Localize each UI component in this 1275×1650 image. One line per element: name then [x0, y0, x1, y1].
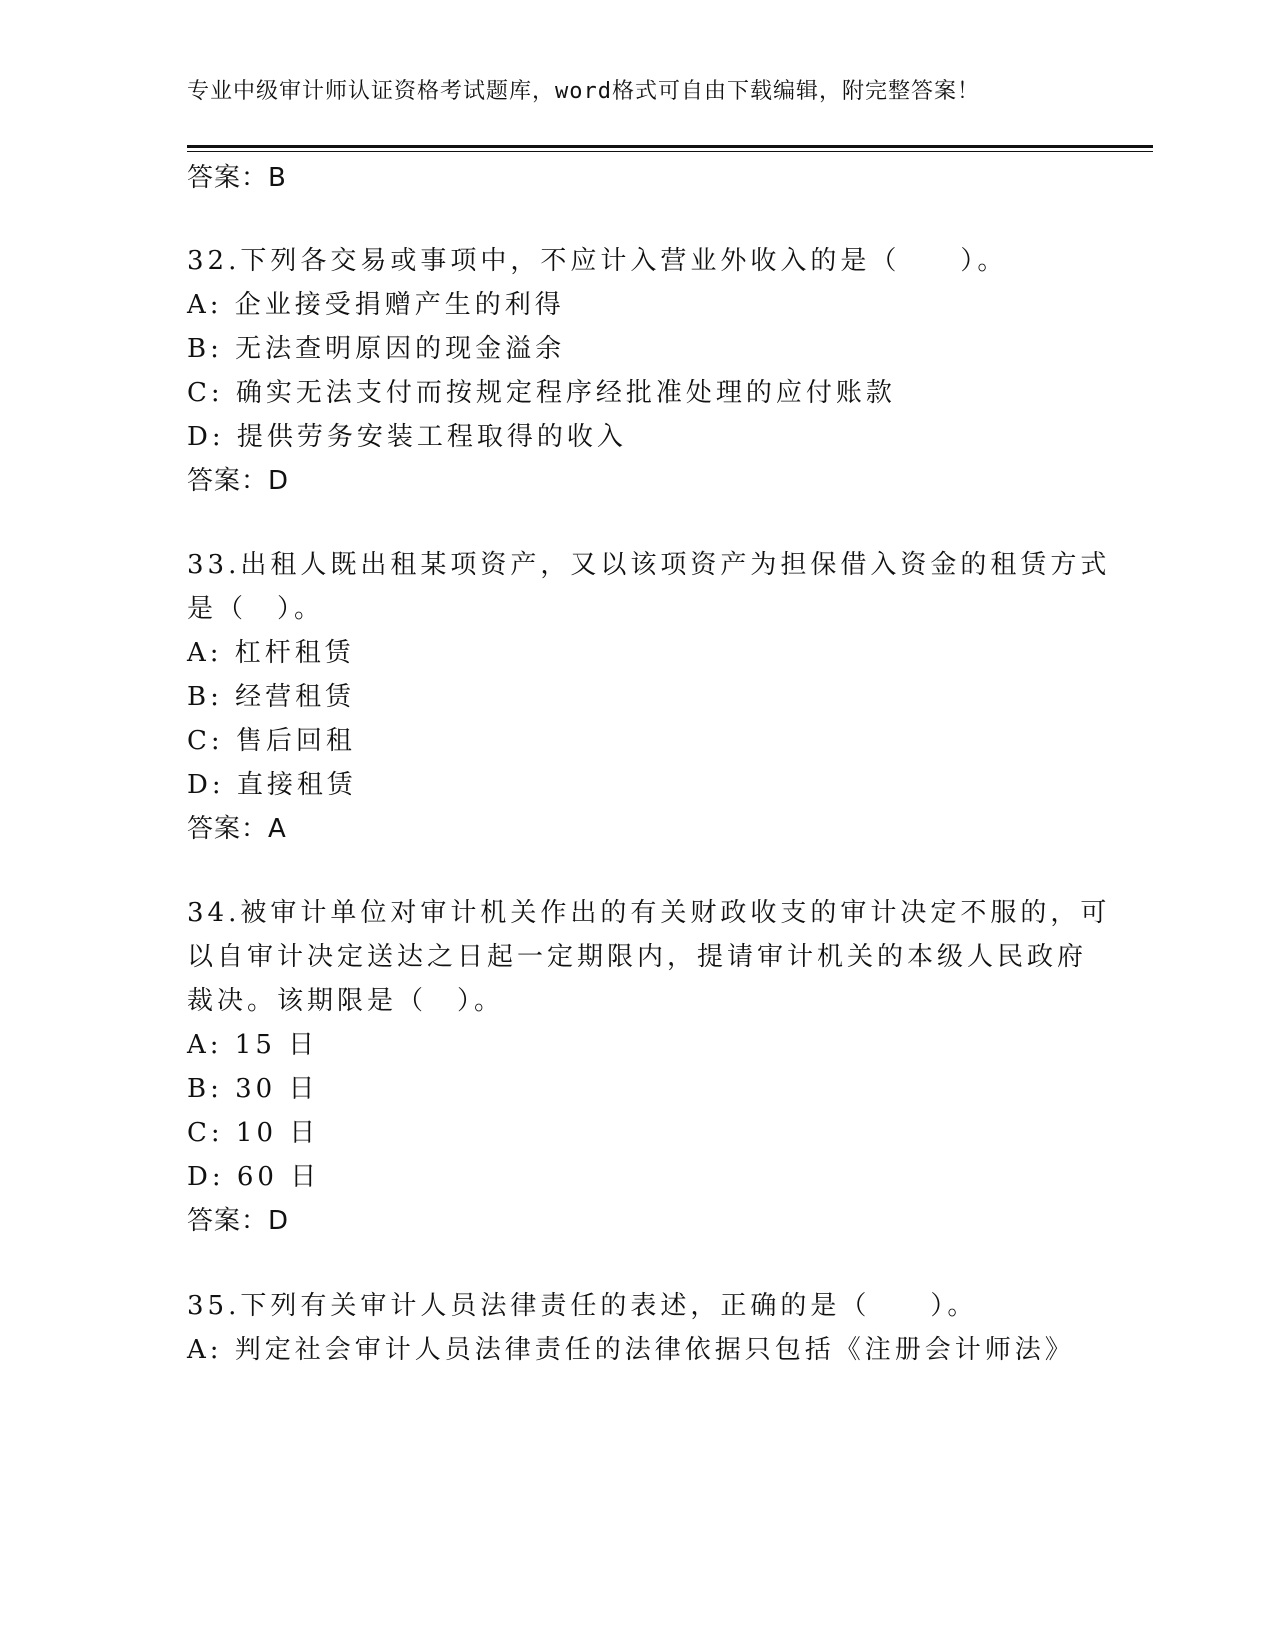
- question-33-option-b: B: 经营租赁: [187, 682, 356, 712]
- question-34-stem-line-2: 以自审计决定送达之日起一定期限内，提请审计机关的本级人民政府: [187, 942, 1088, 972]
- answer-q33: 答案：A: [187, 814, 287, 844]
- question-33-stem-line-2: 是（ ）。: [187, 594, 325, 624]
- answer-q34: 答案：D: [187, 1206, 290, 1236]
- header-rule-thick: [187, 145, 1153, 148]
- question-34-option-a: A: 15 日: [187, 1030, 319, 1060]
- question-34-stem-line-3: 裁决。该期限是（ ）。: [187, 986, 505, 1016]
- question-34-stem-line-1: 34.被审计单位对审计机关作出的有关财政收支的审计决定不服的，可: [187, 898, 1111, 928]
- question-35-stem: 35.下列有关审计人员法律责任的表述，正确的是（ ）。: [187, 1291, 978, 1321]
- question-33-option-d: D: 直接租赁: [187, 770, 357, 800]
- question-33-option-c: C: 售后回租: [187, 726, 356, 756]
- question-33-option-a: A: 杠杆租赁: [187, 638, 355, 668]
- answer-q32: 答案：D: [187, 466, 290, 496]
- question-34-option-b: B: 30 日: [187, 1074, 319, 1104]
- question-32-option-d: D: 提供劳务安装工程取得的收入: [187, 422, 627, 452]
- question-34-option-d: D: 60 日: [187, 1162, 321, 1192]
- question-32-option-a: A: 企业接受捐赠产生的利得: [187, 290, 565, 320]
- question-35-option-a: A: 判定社会审计人员法律责任的法律依据只包括《注册会计师法》: [187, 1335, 1075, 1365]
- question-32-stem: 32.下列各交易或事项中，不应计入营业外收入的是（ ）。: [187, 246, 1008, 276]
- question-34-option-c: C: 10 日: [187, 1118, 320, 1148]
- question-33-stem-line-1: 33.出租人既出租某项资产，又以该项资产为担保借入资金的租赁方式: [187, 550, 1111, 580]
- header-rule-thin: [187, 151, 1153, 152]
- question-32-option-c: C: 确实无法支付而按规定程序经批准处理的应付账款: [187, 378, 896, 408]
- page-header: 专业中级审计师认证资格考试题库，word格式可自由下载编辑，附完整答案！: [187, 79, 980, 104]
- answer-q31: 答案：B: [187, 163, 287, 193]
- question-32-option-b: B: 无法查明原因的现金溢余: [187, 334, 566, 364]
